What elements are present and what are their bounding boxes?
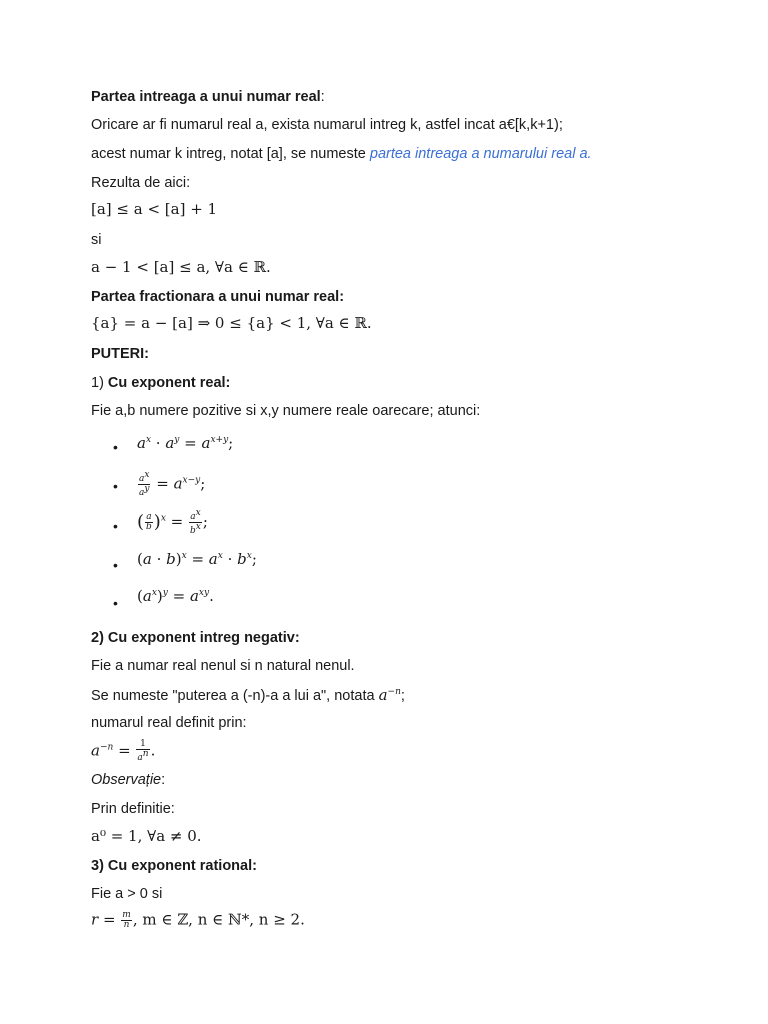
paragraph-line: Fie a,b numere pozitive si x,y numere reale oarecare; atunci: [91,403,481,419]
formula-power-of-power-rule: $(a^x)^y = a^{xy}$. [137,587,214,605]
formula-integer-part-bounds: [a] ≤ a < [a] + 1 [91,200,218,218]
bullet-marker: • [113,518,118,534]
heading-text: Partea intreaga a unui numar real [91,89,321,105]
paragraph-line [91,147,592,162]
observation-text: Observație [91,772,162,788]
bullet-marker: • [113,478,118,494]
paragraph-text: acest numar k intreg, notat [a], se numeste [91,146,370,162]
bullet-marker: • [113,439,118,455]
formula-negative-power-definition: $a^{-n}$ = $\frac{1}{a^n}$ . [91,739,156,763]
paragraph-line: numarul real definit prin: [91,715,247,731]
paragraph-line: Se numeste "puterea a (-n)-a a lui a", notata $a^{-n}$; [91,686,405,704]
fraction: $\frac{m}{n}$ [122,910,131,930]
bullet-marker: • [113,557,118,573]
observation-colon: : [161,772,166,788]
paragraph-line: Fie a > 0 si [91,886,163,902]
inline-formula-negative-power: $a^{-n}$ [378,686,401,704]
formula-zero-power: a⁰ = 1, ∀a ≠ 0. [91,827,202,845]
formula-fractional-part: {a} = a − [a] ⇒ 0 ≤ {a} < 1, ∀a ∈ ℝ. [91,314,372,332]
section-heading-fractional-part: Partea fractionara a unui numar real: [91,289,345,305]
paragraph-line: Prin definitie: [91,801,175,817]
subheading-rational-exponent: 3) Cu exponent rational: [91,858,257,874]
paragraph-text: Se numeste "puterea a (-n)-a a lui a", notata [91,688,379,704]
subheading-real-exponent [91,376,230,391]
fraction: $\frac{1}{a^n}$ [137,739,149,763]
fraction: $\frac{a^x}{b^x}$ [190,508,201,536]
fraction: $\frac{a}{b}$ [146,512,152,532]
formula-rational-exponent: r = $\frac{m}{n}$ , m ∈ ℤ, n ∈ ℕ*, n ≥ 2. [91,910,305,930]
subheading-number: 1) [91,375,108,391]
bullet-marker: • [113,595,118,611]
paragraph-line: Oricare ar fi numarul real a, exista numarul intreg k, astfel incat a€[k,k+1); [91,117,563,133]
formula-quotient-rule: $\frac{a^x}{a^y}$ = $a^{x-y}$; [139,470,206,498]
formula-product-rule: $a^x \cdot a^y = a^{x+y}$; [137,434,234,452]
observation-label [91,773,165,788]
formula-product-power-rule: $(a \cdot b)^x = a^x \cdot b^x$; [137,550,257,568]
paragraph-line: si [91,232,102,248]
formula-integer-part-bounds-2: a − 1 < [a] ≤ a, ∀a ∈ ℝ. [91,258,271,276]
subheading-negative-integer-exponent: 2) Cu exponent intreg negativ: [91,630,300,646]
heading-colon: : [320,89,325,105]
formula-fraction-power-rule: ( $\frac{a}{b}$ )$^x$ = $\frac{a^x}{b^x}$ ; [137,508,208,536]
section-heading-integer-part [91,90,325,105]
formula-text: , m ∈ ℤ, n ∈ ℕ*, n ≥ 2. [132,910,305,929]
paragraph-line: Rezulta de aici: [91,175,191,191]
fraction: $\frac{a^x}{a^y}$ [139,470,150,498]
highlighted-term-link[interactable]: partea intreaga a numarului real a. [369,146,592,162]
subheading-text: Cu exponent real: [107,375,231,391]
paragraph-line: Fie a numar real nenul si n natural nenul. [91,658,355,674]
section-heading-powers: PUTERI: [91,346,149,362]
